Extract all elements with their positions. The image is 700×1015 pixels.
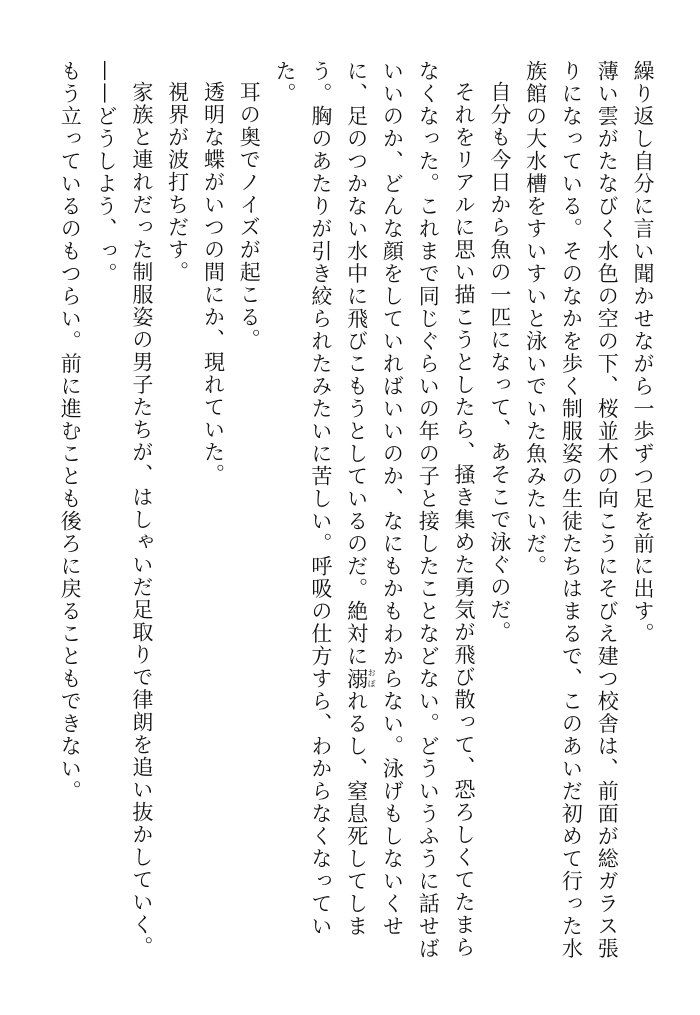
ruby-reading: おぼ xyxy=(367,667,377,690)
paragraph: 耳の奥でノイズが起こる。 xyxy=(237,81,262,351)
paragraph: 繰り返し自分に言い聞かせながら一歩ずつ足を前に出す。 xyxy=(631,60,655,645)
paragraph: ——どうしよう、っ。 xyxy=(94,60,119,285)
vertical-text-body xyxy=(20,60,660,960)
paragraph: 家族と連れだった制服姿の男子たちが、はしゃいだ足取りで律朗を追い抜かしていく。 xyxy=(129,81,154,959)
paragraph: 視界が波打ちだす。 xyxy=(165,81,190,284)
paragraph-text: それをリアルに思い描こうとしたら、掻き集めた勇気が飛び散って、恐ろしくてたまらなくなった。これまで同じぐらいの年の子と接したことなどない。どういうふうに話せばいいのか、どんな顔をしていればいいのか、なにもかもわからない。泳げもしないくせに、足のつかない水中に飛びこもうとしているのだ。絶対に xyxy=(344,60,477,960)
ruby-base: 溺 xyxy=(344,667,369,690)
paragraph: 薄い雲がたなびく水色の空の下、桜並木の向こうにそびえ建つ校舎は、前面が総ガラス張りになっている。そのなかを歩く制服姿の生徒たちはまるで、このあいだ初めて行った水族館の大水槽をすいすいと泳いでいた魚みたいだ。 xyxy=(523,60,620,960)
paragraph: もう立っているのもつらい。前に進むことも後ろに戻ることもできない。 xyxy=(58,60,83,803)
paragraph-text: れるし、窒息死してしまう。胸のあたりが引き絞られたみたいに苦しい。呼吸の仕方すら、わからなくなっていた。 xyxy=(273,60,369,938)
paragraph: 透明な蝶がいつの間にか、現れていた。 xyxy=(201,81,226,486)
ruby-annotation xyxy=(344,667,377,691)
paragraph: 自分も今日から魚の一匹になって、あそこで泳ぐのだ。 xyxy=(487,81,512,644)
paragraph-with-ruby xyxy=(266,60,481,960)
